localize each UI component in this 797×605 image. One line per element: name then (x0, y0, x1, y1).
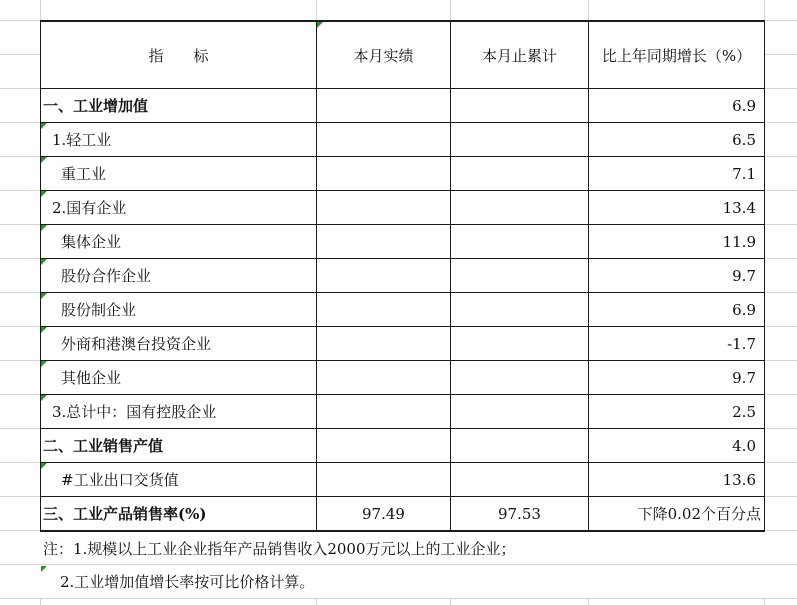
comment-marker-icon (41, 225, 47, 231)
comment-marker-icon (41, 566, 47, 572)
row-yoy[interactable]: 2.5 (732, 403, 756, 421)
row-yoy[interactable]: 6.9 (732, 97, 756, 115)
row-current[interactable]: 97.49 (362, 505, 405, 523)
row-yoy[interactable]: 13.6 (722, 471, 756, 489)
row-yoy[interactable]: 11.9 (722, 233, 756, 251)
row-yoy[interactable]: 4.0 (732, 437, 756, 455)
header-indicator[interactable]: 指 标 (148, 47, 209, 65)
row-yoy[interactable]: 9.7 (732, 267, 756, 285)
row-label[interactable]: 二、工业销售产值 (43, 437, 164, 455)
row-cumulative[interactable]: 97.53 (498, 505, 541, 523)
comment-marker-icon (41, 327, 47, 333)
note-line[interactable]: 2.工业增加值增长率按可比价格计算。 (60, 573, 315, 591)
comment-marker-icon (41, 293, 47, 299)
row-label[interactable]: 三、工业产品销售率(%) (43, 505, 207, 523)
comment-marker-icon (41, 395, 47, 401)
comment-marker-icon (41, 191, 47, 197)
comment-marker-icon (317, 22, 323, 28)
row-label[interactable]: 股份合作企业 (61, 267, 152, 285)
comment-marker-icon (41, 157, 47, 163)
row-label[interactable]: 2.国有企业 (52, 199, 127, 217)
comment-marker-icon (41, 361, 47, 367)
row-label[interactable]: 外商和港澳台投资企业 (61, 335, 212, 353)
comment-marker-icon (41, 463, 47, 469)
row-yoy[interactable]: 13.4 (722, 199, 756, 217)
row-label[interactable]: 股份制企业 (61, 301, 137, 319)
row-yoy[interactable]: 6.9 (732, 301, 756, 319)
row-label[interactable]: 重工业 (61, 165, 107, 183)
row-label[interactable]: 集体企业 (61, 233, 122, 251)
comment-marker-icon (41, 259, 47, 265)
row-yoy[interactable]: 6.5 (732, 131, 756, 149)
row-yoy[interactable]: 下降0.02个百分点 (637, 505, 761, 523)
row-label[interactable]: 3.总计中：国有控股企业 (52, 403, 217, 421)
row-label[interactable]: #工业出口交货值 (61, 471, 179, 489)
row-label[interactable]: 1.轻工业 (52, 131, 112, 149)
row-label[interactable]: 一、工业增加值 (43, 97, 149, 115)
row-yoy[interactable]: 7.1 (732, 165, 756, 183)
header-yoy-growth[interactable]: 比上年同期增长（%） (601, 47, 752, 65)
header-current-month[interactable]: 本月实绩 (353, 47, 414, 65)
header-cumulative[interactable]: 本月止累计 (481, 47, 557, 65)
row-yoy[interactable]: 9.7 (732, 369, 756, 387)
note-line[interactable]: 注：1.规模以上工业企业指年产品销售收入2000万元以上的工业企业； (43, 540, 516, 558)
row-label[interactable]: 其他企业 (61, 369, 122, 387)
row-yoy[interactable]: -1.7 (727, 335, 756, 353)
comment-marker-icon (41, 123, 47, 129)
